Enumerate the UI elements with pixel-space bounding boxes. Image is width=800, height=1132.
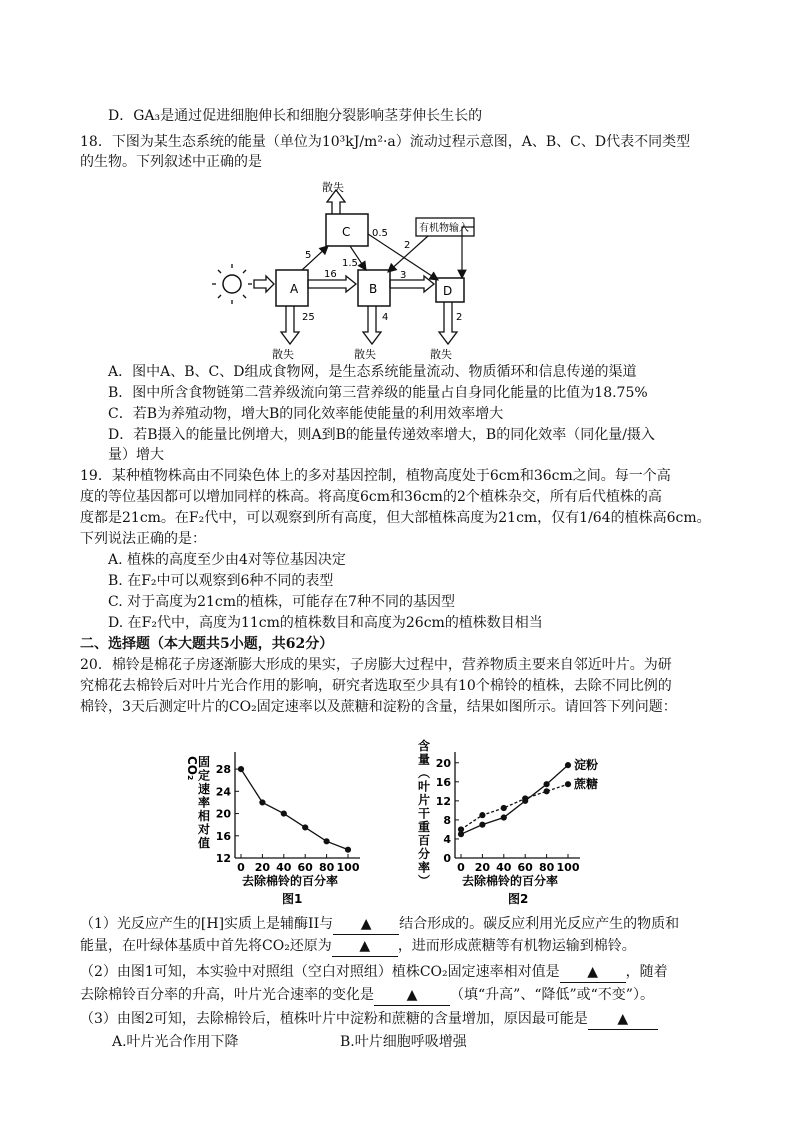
chart1-title: 图1 — [282, 892, 303, 906]
q19-stem-line4: 下列说法正确的是： — [80, 531, 206, 547]
value-a-b: 16 — [324, 269, 337, 280]
svg-text:含: 含 — [417, 739, 431, 753]
x-tick-label: 20 — [254, 861, 271, 874]
q20-stem-line1: 20．棉铃是棉花子房逐渐膨大形成的果实，子房膨大过程中，营养物质主要来自邻近叶片。为研 — [80, 657, 672, 673]
value-c-d: 0.5 — [372, 228, 388, 239]
chart-figure-2 — [410, 740, 620, 910]
value-a-loss: 25 — [302, 312, 315, 323]
series-line-1 — [241, 769, 348, 850]
chart1-xlabel: 去除棉铃的百分率 — [242, 874, 339, 888]
svg-text:分: 分 — [417, 847, 431, 861]
data-point — [544, 782, 549, 787]
q20-sub2-text-b: ，随着 — [625, 964, 668, 980]
loss-label-a: 散失 — [272, 348, 294, 361]
x-tick-label: 20 — [474, 861, 491, 874]
y-tick-label: 16 — [215, 829, 231, 843]
value-b-d: 3 — [400, 270, 407, 281]
chart-figure-1 — [185, 740, 380, 910]
q20-sub1-text-b: 结合形成的。碳反应利用光反应产生的物质和 — [399, 916, 680, 932]
q19-option-a: A. 植株的高度至少由4对等位基因决定 — [108, 552, 346, 568]
series-line-2 — [461, 784, 568, 829]
data-point — [324, 839, 329, 844]
blank-mark: ▲ — [617, 1011, 629, 1027]
answer-blank-1[interactable] — [333, 914, 399, 935]
value-c-b: 1.5 — [342, 258, 358, 269]
data-point — [238, 767, 243, 772]
q18-option-d-line2: 量）增大 — [108, 447, 164, 463]
q18-option-d-line1: D．若B摄入的能量比例增大，则A到B的能量传递效率增大，B的同化效率（同化量/摄入 — [108, 427, 655, 443]
data-point — [544, 789, 549, 794]
chart1-ylabel — [197, 755, 210, 850]
q20-sub2-line2 — [80, 985, 654, 1006]
y-tick-label: 20 — [215, 807, 231, 821]
svg-text:︵: ︵ — [417, 766, 431, 780]
q20-stem-line3: 棉铃，3天后测定叶片的CO₂固定速率以及蔗糖和淀粉的含量，结果如图所示。请回答下列问题： — [80, 699, 677, 715]
x-tick-label: 80 — [538, 861, 555, 874]
loss-label-c: 散失 — [322, 181, 344, 194]
y-tick-label: 12 — [215, 852, 231, 865]
loss-label-d: 散失 — [430, 348, 452, 361]
x-tick-label: 60 — [297, 861, 313, 874]
q20-sub1-line1 — [80, 914, 679, 935]
sun-icon — [212, 264, 252, 304]
blank-mark: ▲ — [587, 964, 599, 980]
svg-text:叶: 叶 — [417, 779, 431, 794]
svg-text:率: 率 — [417, 860, 431, 875]
q20-stem-line2: 究棉花去棉铃后对叶片光合作用的影响，研究者选取至少具有10个棉铃的植株，去除不同比例的 — [80, 678, 672, 694]
q20-option-b: B.叶片细胞呼吸增强 — [340, 1034, 467, 1050]
series-label-1: 淀粉 — [574, 758, 599, 773]
y-tick-label: 28 — [215, 763, 231, 777]
answer-blank-3[interactable] — [560, 962, 626, 983]
data-point — [303, 825, 308, 830]
svg-text:定: 定 — [197, 768, 211, 783]
series-label-2: 蔗糖 — [574, 777, 599, 792]
svg-text:值: 值 — [197, 836, 211, 850]
series-line-1 — [461, 765, 568, 834]
chart2-ylabel — [418, 738, 431, 888]
y-tick-label: 20 — [435, 756, 451, 770]
x-tick-label: 60 — [517, 861, 533, 874]
value-b-loss: 4 — [382, 312, 389, 323]
q20-option-a: A.叶片光合作用下降 — [112, 1034, 239, 1050]
x-tick-label: 80 — [318, 861, 335, 874]
q20-sub2-line1 — [80, 962, 668, 983]
q20-sub1-line2 — [80, 936, 636, 957]
q18-stem-line1: 18．下图为某生态系统的能量（单位为10³kJ/m²·a）流动过程示意图，A、B、C、D代表不同类型 — [80, 134, 691, 150]
energy-flow-diagram — [210, 180, 490, 365]
y-tick-label: 12 — [435, 794, 451, 808]
q20-sub1-text-a: （1）光反应产生的[H]实质上是辅酶II与 — [80, 916, 334, 932]
q20-sub2-text-c: 去除棉铃百分率的升高，叶片光合速率的变化是 — [80, 987, 374, 1003]
q19-option-b: B. 在F₂中可以观察到6种不同的表型 — [108, 573, 334, 589]
svg-text:百: 百 — [417, 833, 431, 848]
q18-option-c: C．若B为养殖动物，增大B的同化效率能使能量的利用效率增大 — [108, 406, 504, 422]
data-point — [523, 796, 528, 801]
svg-text:固: 固 — [197, 755, 211, 769]
data-point — [281, 811, 286, 816]
data-point — [501, 815, 506, 820]
q20-sub2-text-a: （2）由图1可知，本实验中对照组（空白对照组）植株CO₂固定速率相对值是 — [80, 964, 560, 980]
q19-stem-line2: 度的等位基因都可以增加同样的株高。将高度6cm和36cm的2个植株杂交，所有后代植株的高 — [80, 489, 662, 505]
data-point — [345, 847, 350, 852]
svg-text:片: 片 — [417, 793, 431, 807]
q19-option-c: C. 对于高度为21cm的植株，可能存在7种不同的基因型 — [108, 594, 455, 610]
x-tick-label: 0 — [237, 861, 245, 874]
q20-sub3-line1 — [80, 1009, 658, 1030]
node-b-label: B — [369, 282, 378, 296]
chart2-title: 图2 — [508, 892, 529, 906]
blank-mark: ▲ — [406, 987, 418, 1003]
chart1-ylabel-co2: CO₂ — [185, 756, 199, 781]
data-point — [565, 782, 570, 787]
q18-stem-line2: 的生物。下列叙述中正确的是 — [80, 154, 262, 170]
x-tick-label: 100 — [556, 861, 580, 874]
answer-blank-5[interactable] — [588, 1009, 658, 1030]
q19-option-d: D. 在F₂代中，高度为11cm的植株数目和高度为26cm的植株数目相当 — [108, 615, 543, 631]
y-tick-label: 8 — [443, 813, 451, 827]
value-input-b: 2 — [404, 240, 411, 251]
svg-text:︶: ︶ — [417, 874, 431, 888]
q18-option-a: A．图中A、B、C、D组成食物网，是生态系统能量流动、物质循环和信息传递的渠道 — [108, 364, 637, 380]
blank-mark: ▲ — [359, 938, 371, 954]
y-tick-label: 4 — [443, 832, 451, 846]
q17-option-d: D．GA₃是通过促进细胞伸长和细胞分裂影响茎芽伸长生长的 — [108, 108, 483, 124]
x-tick-label: 40 — [496, 861, 512, 874]
value-d-loss: 2 — [456, 312, 463, 323]
node-d-label: D — [443, 284, 453, 298]
chart2-xlabel: 去除棉铃的百分率 — [462, 874, 559, 888]
data-point — [565, 763, 570, 768]
q20-sub1-text-c: 能量，在叶绿体基质中首先将CO₂还原为 — [80, 938, 332, 954]
q18-option-b: B．图中所含食物链第二营养级流向第三营养级的能量占自身同化能量的比值为18.75% — [108, 385, 648, 401]
data-point — [458, 827, 463, 832]
blank-mark: ▲ — [360, 916, 372, 932]
q19-stem-line3: 度都是21cm。在F₂代中，可以观察到所有高度，但大部植株高度为21cm，仅有1/64的植株高6cm。 — [80, 510, 711, 526]
y-tick-label: 24 — [215, 785, 231, 799]
q20-sub1-text-d: ，进而形成蔗糖等有机物运输到棉铃。 — [397, 938, 636, 954]
svg-text:重: 重 — [417, 820, 431, 834]
answer-blank-2[interactable] — [332, 936, 398, 957]
value-a-c: 5 — [305, 250, 312, 261]
loss-label-b: 散失 — [354, 348, 376, 361]
section-title: 二、选择题（本大题共5小题，共62分） — [80, 636, 334, 652]
q20-sub2-text-d: （填“升高”、“降低”或“不变”）。 — [450, 987, 654, 1003]
data-point — [480, 822, 485, 827]
data-point — [260, 800, 265, 805]
node-c-label: C — [342, 225, 351, 239]
svg-text:相: 相 — [197, 809, 211, 823]
organic-input-label: 有机物输入 — [419, 223, 469, 234]
x-tick-label: 100 — [336, 861, 360, 874]
svg-text:率: 率 — [197, 795, 211, 810]
svg-text:量: 量 — [417, 752, 431, 767]
y-tick-label: 0 — [443, 852, 451, 865]
data-point — [480, 813, 485, 818]
x-tick-label: 40 — [276, 861, 292, 874]
node-a-label: A — [290, 282, 299, 296]
svg-text:对: 对 — [197, 822, 211, 837]
data-point — [501, 805, 506, 810]
y-tick-label: 16 — [435, 775, 451, 789]
q20-sub3-text: （3）由图2可知，去除棉铃后，植株叶片中淀粉和蔗糖的含量增加，原因最可能是 — [80, 1011, 588, 1027]
x-tick-label: 0 — [457, 861, 465, 874]
q19-stem-line1: 19．某种植物株高由不同染色体上的多对基因控制，植物高度处于6cm和36cm之间。每一个高 — [80, 468, 671, 484]
svg-text:速: 速 — [197, 782, 211, 796]
answer-blank-4[interactable] — [374, 985, 450, 1006]
svg-text:干: 干 — [417, 806, 431, 821]
